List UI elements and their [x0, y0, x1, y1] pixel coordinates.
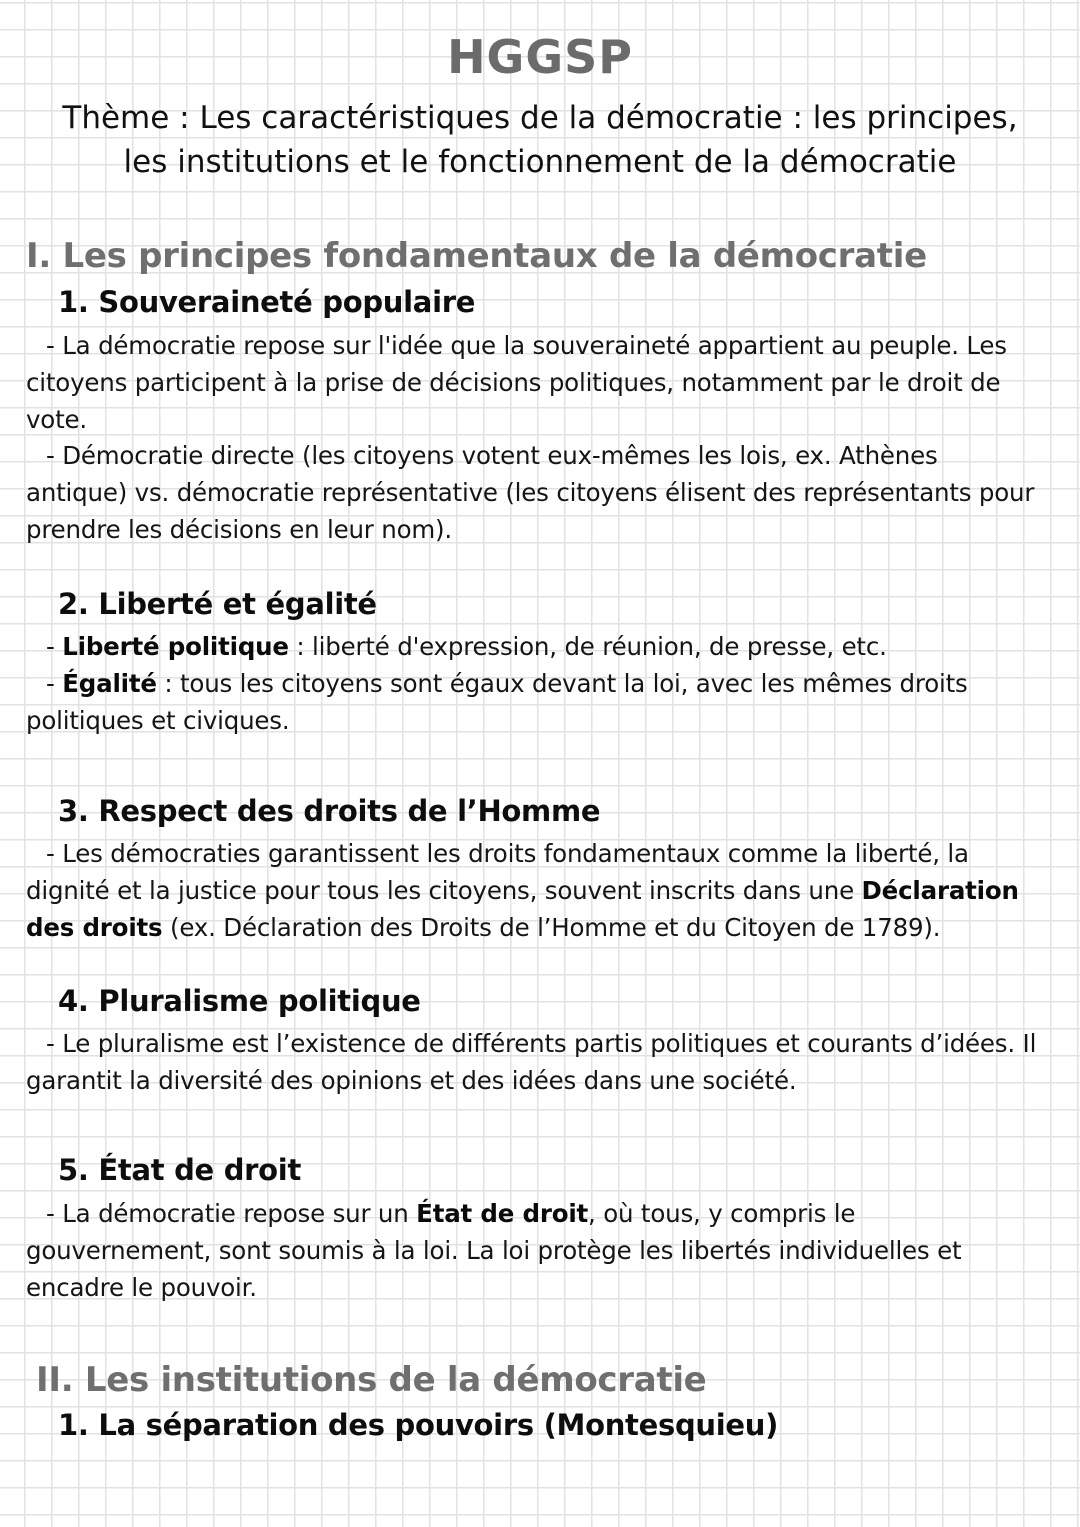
- part-1-heading: I. Les principes fondamentaux de la démocratie: [26, 236, 927, 276]
- section-5-paragraph-1: - La démocratie repose sur un État de droit, où tous, y compris le gouvernement, sont soumis à la loi. La loi protège les libertés individuelles et encadre le pouvoir.: [26, 1199, 962, 1302]
- section-2-paragraph-1: - Liberté politique : liberté d'expression, de réunion, de presse, etc.: [46, 632, 887, 661]
- part-2-section-1-heading: 1. La séparation des pouvoirs (Montesquieu): [58, 1408, 779, 1442]
- section-1-heading: 1. Souveraineté populaire: [58, 285, 476, 319]
- section-2-heading: 2. Liberté et égalité: [58, 587, 377, 621]
- section-3-paragraph-1: - Les démocraties garantissent les droits fondamentaux comme la liberté, la dignité et la justice pour tous les citoyens, souvent inscrits dans une Déclaration des droits (ex. Déclaration des Droits de l’Homme et du Citoyen de 1789).: [26, 839, 1019, 942]
- section-3-heading: 3. Respect des droits de l’Homme: [58, 794, 601, 828]
- section-2-paragraph-2: - Égalité : tous les citoyens sont égaux devant la loi, avec les mêmes droits politiques et civiques.: [26, 669, 968, 735]
- bold-term: Liberté politique: [62, 632, 289, 661]
- section-1-paragraph-1: - La démocratie repose sur l'idée que la souveraineté appartient au peuple. Les citoyens participent à la prise de décisions politiques, notamment par le droit de vote.: [26, 331, 1007, 434]
- bold-term: Déclaration des droits: [26, 875, 1019, 942]
- section-4-paragraph-1: - Le pluralisme est l’existence de différents partis politiques et courants d’idées. Il garantit la diversité des opinions et des idées dans une société.: [26, 1029, 1037, 1095]
- bold-term: Égalité: [62, 669, 157, 698]
- section-5-heading: 5. État de droit: [58, 1153, 302, 1187]
- section-4-heading: 4. Pluralisme politique: [58, 984, 421, 1018]
- theme-subtitle: Thème : Les caractéristiques de la démocratie : les principes, les institutions et le fonctionnement de la démocratie: [62, 100, 1018, 180]
- page-title: HGGSP: [447, 30, 633, 84]
- section-1-paragraph-2: - Démocratie directe (les citoyens votent eux-mêmes les lois, ex. Athènes antique) vs. démocratie représentative (les citoyens élisent des représentants pour prendre les décisions en leur nom).: [26, 441, 1035, 544]
- bold-term: État de droit: [416, 1199, 589, 1228]
- part-2-heading: II. Les institutions de la démocratie: [36, 1360, 707, 1400]
